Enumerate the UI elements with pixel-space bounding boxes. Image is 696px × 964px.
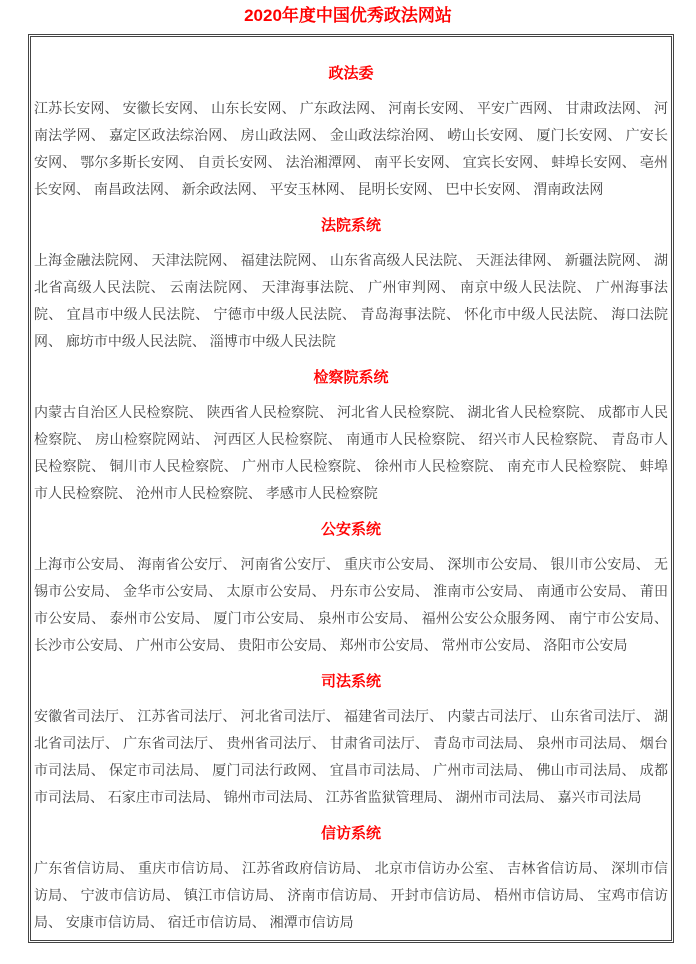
- section-heading-justice: 司法系统: [320, 673, 381, 690]
- section-list-petition: 广东省信访局、 重庆市信访局、 江苏省政府信访局、 北京市信访办公室、 吉林省信访局、 深圳市信访局、 宁波市信访局、 镇江市信访局、 济南市信访局、 开封市信访局、 梧州市信访局、 宝鸡市信访局、 安康市信访局、 宿迁市信访局、 湘潭市信访局: [34, 860, 668, 930]
- section-heading-petition: 信访系统: [320, 825, 381, 842]
- section-heading-zhengfawei: 政法委: [328, 65, 374, 82]
- section-list-justice: 安徽省司法厅、 江苏省司法厅、 河北省司法厅、 福建省司法厅、 内蒙古司法厅、 山东省司法厅、 湖北省司法厅、 广东省司法厅、 贵州省司法厅、 甘肃省司法厅、 青岛市司法局、 泉州市司法局、 烟台市司法局、 保定市司法局、 厦门司法行政网、 宜昌市司法局、 广州市司法局、 佛山市司法局、 成都市司法局、 石家庄市司法局、 锦州市司法局、 江苏省监狱管理局、 湖州市司法局、 嘉兴市司法局: [34, 708, 668, 805]
- section-list-procuratorates: 内蒙古自治区人民检察院、 陕西省人民检察院、 河北省人民检察院、 湖北省人民检察院、 成都市人民检察院、 房山检察院网站、 河西区人民检察院、 南通市人民检察院、 绍兴市人民检察院、 青岛市人民检察院、 铜川市人民检察院、 广州市人民检察院、 徐州市人民检察院、 南充市人民检察院、 蚌埠市人民检察院、 沧州市人民检察院、 孝感市人民检察院: [34, 404, 668, 501]
- section-list-zhengfawei: 江苏长安网、 安徽长安网、 山东长安网、 广东政法网、 河南长安网、 平安广西网、 甘肃政法网、 河南法学网、 嘉定区政法综治网、 房山政法网、 金山政法综治网、 崂山长安网、 厦门长安网、 广安长安网、 鄂尔多斯长安网、 自贡长安网、 法治湘潭网、 南平长安网、 宜宾长安网、 蚌埠长安网、 亳州长安网、 南昌政法网、 新余政法网、 平安玉林网、 昆明长安网、 巴中长安网、 渭南政法网: [34, 100, 668, 197]
- section-heading-courts: 法院系统: [320, 217, 381, 234]
- section-heading-procuratorates: 检察院系统: [313, 369, 389, 386]
- section-heading-public-security: 公安系统: [320, 521, 381, 538]
- section-list-courts: 上海金融法院网、 天津法院网、 福建法院网、 山东省高级人民法院、 天涯法律网、 新疆法院网、 湖北省高级人民法院、 云南法院网、 天津海事法院、 广州审判网、 南京中级人民法院、 广州海事法院、 宜昌市中级人民法院、 宁德市中级人民法院、 青岛海事法院、 怀化市中级人民法院、 海口法院网、 廊坊市中级人民法院、 淄博市中级人民法院: [34, 252, 668, 349]
- page-title: 2020年度中国优秀政法网站: [244, 6, 452, 25]
- article-content-box: [28, 34, 674, 943]
- section-list-public-security: 上海市公安局、 海南省公安厅、 河南省公安厅、 重庆市公安局、 深圳市公安局、 银川市公安局、 无锡市公安局、 金华市公安局、 太原市公安局、 丹东市公安局、 淮南市公安局、 南通市公安局、 莆田市公安局、 泰州市公安局、 厦门市公安局、 泉州市公安局、 福州公安公众服务网、 南宁市公安局、 长沙市公安局、 广州市公安局、 贵阳市公安局、 郑州市公安局、 常州市公安局、 洛阳市公安局: [34, 556, 668, 653]
